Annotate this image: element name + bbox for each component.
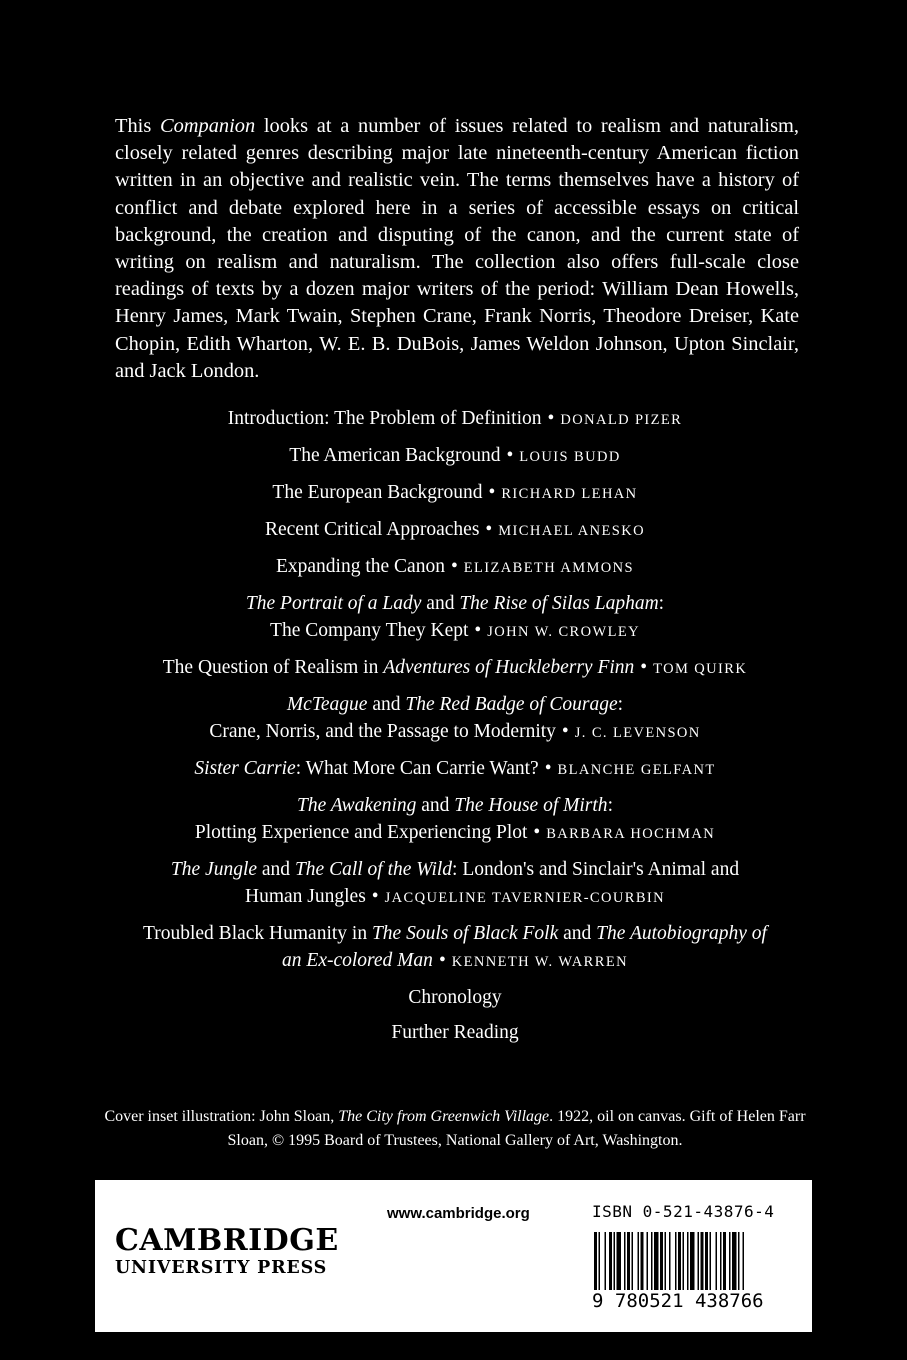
toc-entry (60, 405, 850, 434)
toc-title-italic: The Jungle (170, 859, 258, 880)
barcode-bar (723, 1232, 726, 1290)
credit-artwork-title: The City from Greenwich Village (338, 1108, 550, 1125)
toc-entry (60, 553, 850, 582)
publisher-name: CAMBRIDGE (115, 1223, 339, 1258)
barcode-bar (647, 1232, 649, 1290)
bullet: • (474, 620, 482, 641)
publisher-subname: UNIVERSITY PRESS (115, 1258, 328, 1278)
bullet: • (488, 482, 496, 503)
barcode-bar (660, 1232, 663, 1290)
toc-title-italic: The Souls of Black Folk (371, 923, 559, 944)
bullet: • (561, 721, 569, 742)
barcode-bar (690, 1232, 695, 1290)
barcode-bar (641, 1232, 644, 1290)
toc-title: : (607, 795, 613, 816)
toc-title-italic: The Portrait of a Lady (245, 593, 422, 614)
bullet: • (544, 758, 552, 779)
cover-credit (90, 1105, 820, 1153)
toc-author: TOM QUIRK (653, 661, 748, 677)
toc-entry (60, 479, 850, 508)
toc-entry (60, 691, 850, 747)
toc-title: The European Background (272, 482, 483, 503)
bullet: • (547, 408, 555, 429)
barcode-bar (627, 1232, 630, 1290)
toc-title-line2: Plotting Experience and Experiencing Plot (194, 822, 528, 843)
toc-title-italic: The Rise of Silas Lapham (459, 593, 659, 614)
barcode-bar (729, 1232, 731, 1290)
toc-title: The American Background (289, 445, 501, 466)
toc-entry (60, 984, 850, 1011)
barcode-bar (698, 1232, 700, 1290)
toc-author: JACQUELINE TAVERNIER-COURBIN (384, 890, 665, 906)
barcode-bar (651, 1232, 653, 1290)
bullet: • (450, 556, 458, 577)
toc-title-italic: The Call of the Wild (294, 859, 453, 880)
blurb-title-italic: Companion (159, 115, 256, 137)
blurb-text-end: looks at a number of issues related to realism and naturalism, closely related genres describing major late nineteenth-century American fiction written in an objective and realistic vein. The terms themselves have a history of conflict and debate explored here in a series of accessible essays on critical background, the creation and disputing of the canon, and the current state of writing on realism and naturalism. The collection also offers full-scale close readings of texts by a dozen major writers of the period: William Dean Howells, Henry James, Mark Twain, Stephen Crane, Frank Norris, Theodore Dreiser, Kate Chopin, Edith Wharton, W. E. B. DuBois, James Weldon Johnson, Upton Sinclair, and Jack London. (115, 115, 799, 382)
barcode-bar (632, 1232, 634, 1290)
toc-title-line2: Human Jungles (245, 886, 366, 907)
toc-author: RICHARD LEHAN (501, 486, 638, 502)
barcode-bar (687, 1232, 689, 1290)
toc-entry (60, 1019, 850, 1046)
bullet: • (438, 950, 446, 971)
toc-entry (60, 654, 850, 683)
toc-title: Chronology (408, 987, 502, 1008)
toc-title: and (421, 593, 460, 614)
toc-title-italic: The House of Mirth (454, 795, 608, 816)
publisher-panel (95, 1180, 812, 1332)
barcode-bar (675, 1232, 677, 1290)
toc-title-line2: The Company They Kept (270, 620, 469, 641)
toc-title: : London's and Sinclair's Animal and (452, 859, 740, 880)
toc-entry (60, 856, 850, 912)
toc-title-italic: Sister Carrie (194, 758, 296, 779)
barcode-bar (710, 1232, 712, 1290)
barcode-bar (705, 1232, 708, 1290)
toc-author: J. C. LEVENSON (574, 725, 701, 741)
barcode-bar (638, 1232, 640, 1290)
toc-title: : What More Can Carrie Want? (295, 758, 539, 779)
toc-author: ELIZABETH AMMONS (463, 560, 634, 576)
toc-entry (60, 920, 850, 976)
toc-title: The Question of Realism in (162, 657, 384, 678)
barcode-bar (609, 1232, 612, 1290)
toc-author: DONALD PIZER (560, 412, 683, 428)
barcode-bar (738, 1232, 740, 1290)
barcode-bar (701, 1232, 704, 1290)
barcode-icon (592, 1232, 794, 1290)
toc-title: : (658, 593, 665, 614)
bullet: • (506, 445, 514, 466)
toc-title: and (416, 795, 455, 816)
toc-author: LOUIS BUDD (519, 449, 621, 465)
toc-author: BLANCHE GELFANT (557, 762, 716, 778)
toc-title-line2: Crane, Norris, and the Passage to Modernity (209, 721, 556, 742)
bullet: • (485, 519, 493, 540)
barcode-bar (669, 1232, 671, 1290)
bullet: • (533, 822, 541, 843)
toc-title-italic: Adventures of Huckleberry Finn (383, 657, 635, 678)
toc-title: Troubled Black Humanity in (143, 923, 372, 944)
toc-title: Introduction: The Problem of Definition (227, 408, 542, 429)
toc-author: BARBARA HOCHMAN (546, 826, 716, 842)
toc-title: and (257, 859, 295, 880)
toc-title-italic: The Autobiography of (596, 923, 767, 944)
toc-entry (60, 442, 850, 471)
toc-title: Expanding the Canon (275, 556, 445, 577)
barcode-bar (720, 1232, 722, 1290)
barcode-bar (617, 1232, 622, 1290)
back-cover-blurb (115, 113, 799, 385)
toc-author: KENNETH W. WARREN (451, 954, 628, 970)
barcode-bar (732, 1232, 737, 1290)
barcode-bar (678, 1232, 681, 1290)
toc-title: Recent Critical Approaches (264, 519, 480, 540)
blurb-text-start: This (115, 115, 160, 137)
toc-title: : (617, 694, 624, 715)
barcode-bar (683, 1232, 685, 1290)
barcode-bar (716, 1232, 718, 1290)
barcode-bar (605, 1232, 607, 1290)
toc-author: JOHN W. CROWLEY (487, 624, 640, 640)
toc-author: MICHAEL ANESKO (498, 523, 645, 539)
toc-title-italic: The Red Badge of Courage (405, 694, 618, 715)
barcode-bar (665, 1232, 667, 1290)
bullet: • (640, 657, 648, 678)
contents-list (60, 405, 850, 1054)
bullet: • (371, 886, 379, 907)
toc-entry (60, 516, 850, 545)
publisher-url: www.cambridge.org (387, 1205, 530, 1222)
barcode-bar (599, 1232, 601, 1290)
publisher-logo (115, 1225, 339, 1279)
toc-title-italic: The Awakening (297, 795, 417, 816)
barcode-bar (614, 1232, 616, 1290)
toc-entry (60, 590, 850, 646)
toc-entry (60, 755, 850, 784)
toc-title: Further Reading (391, 1022, 519, 1043)
isbn-label: ISBN 0-521-43876-4 (592, 1202, 775, 1221)
barcode-bar (743, 1232, 745, 1290)
toc-entry (60, 792, 850, 848)
barcode-bar (654, 1232, 659, 1290)
barcode-bar (624, 1232, 626, 1290)
ean-digits: 9 780521 438766 (592, 1290, 764, 1312)
toc-title-italic: McTeague (286, 694, 368, 715)
credit-text: . 1922, oil on canvas. Gift of Helen Farr Sloan, © 1995 Board of Trustees, National Gallery of Art, Washington. (227, 1108, 806, 1149)
credit-text: Cover inset illustration: John Sloan, (104, 1108, 339, 1125)
barcode-bar (594, 1232, 597, 1290)
toc-title: and (558, 923, 597, 944)
toc-title: and (367, 694, 406, 715)
toc-title-italic-line2: an Ex-colored Man (282, 950, 433, 971)
